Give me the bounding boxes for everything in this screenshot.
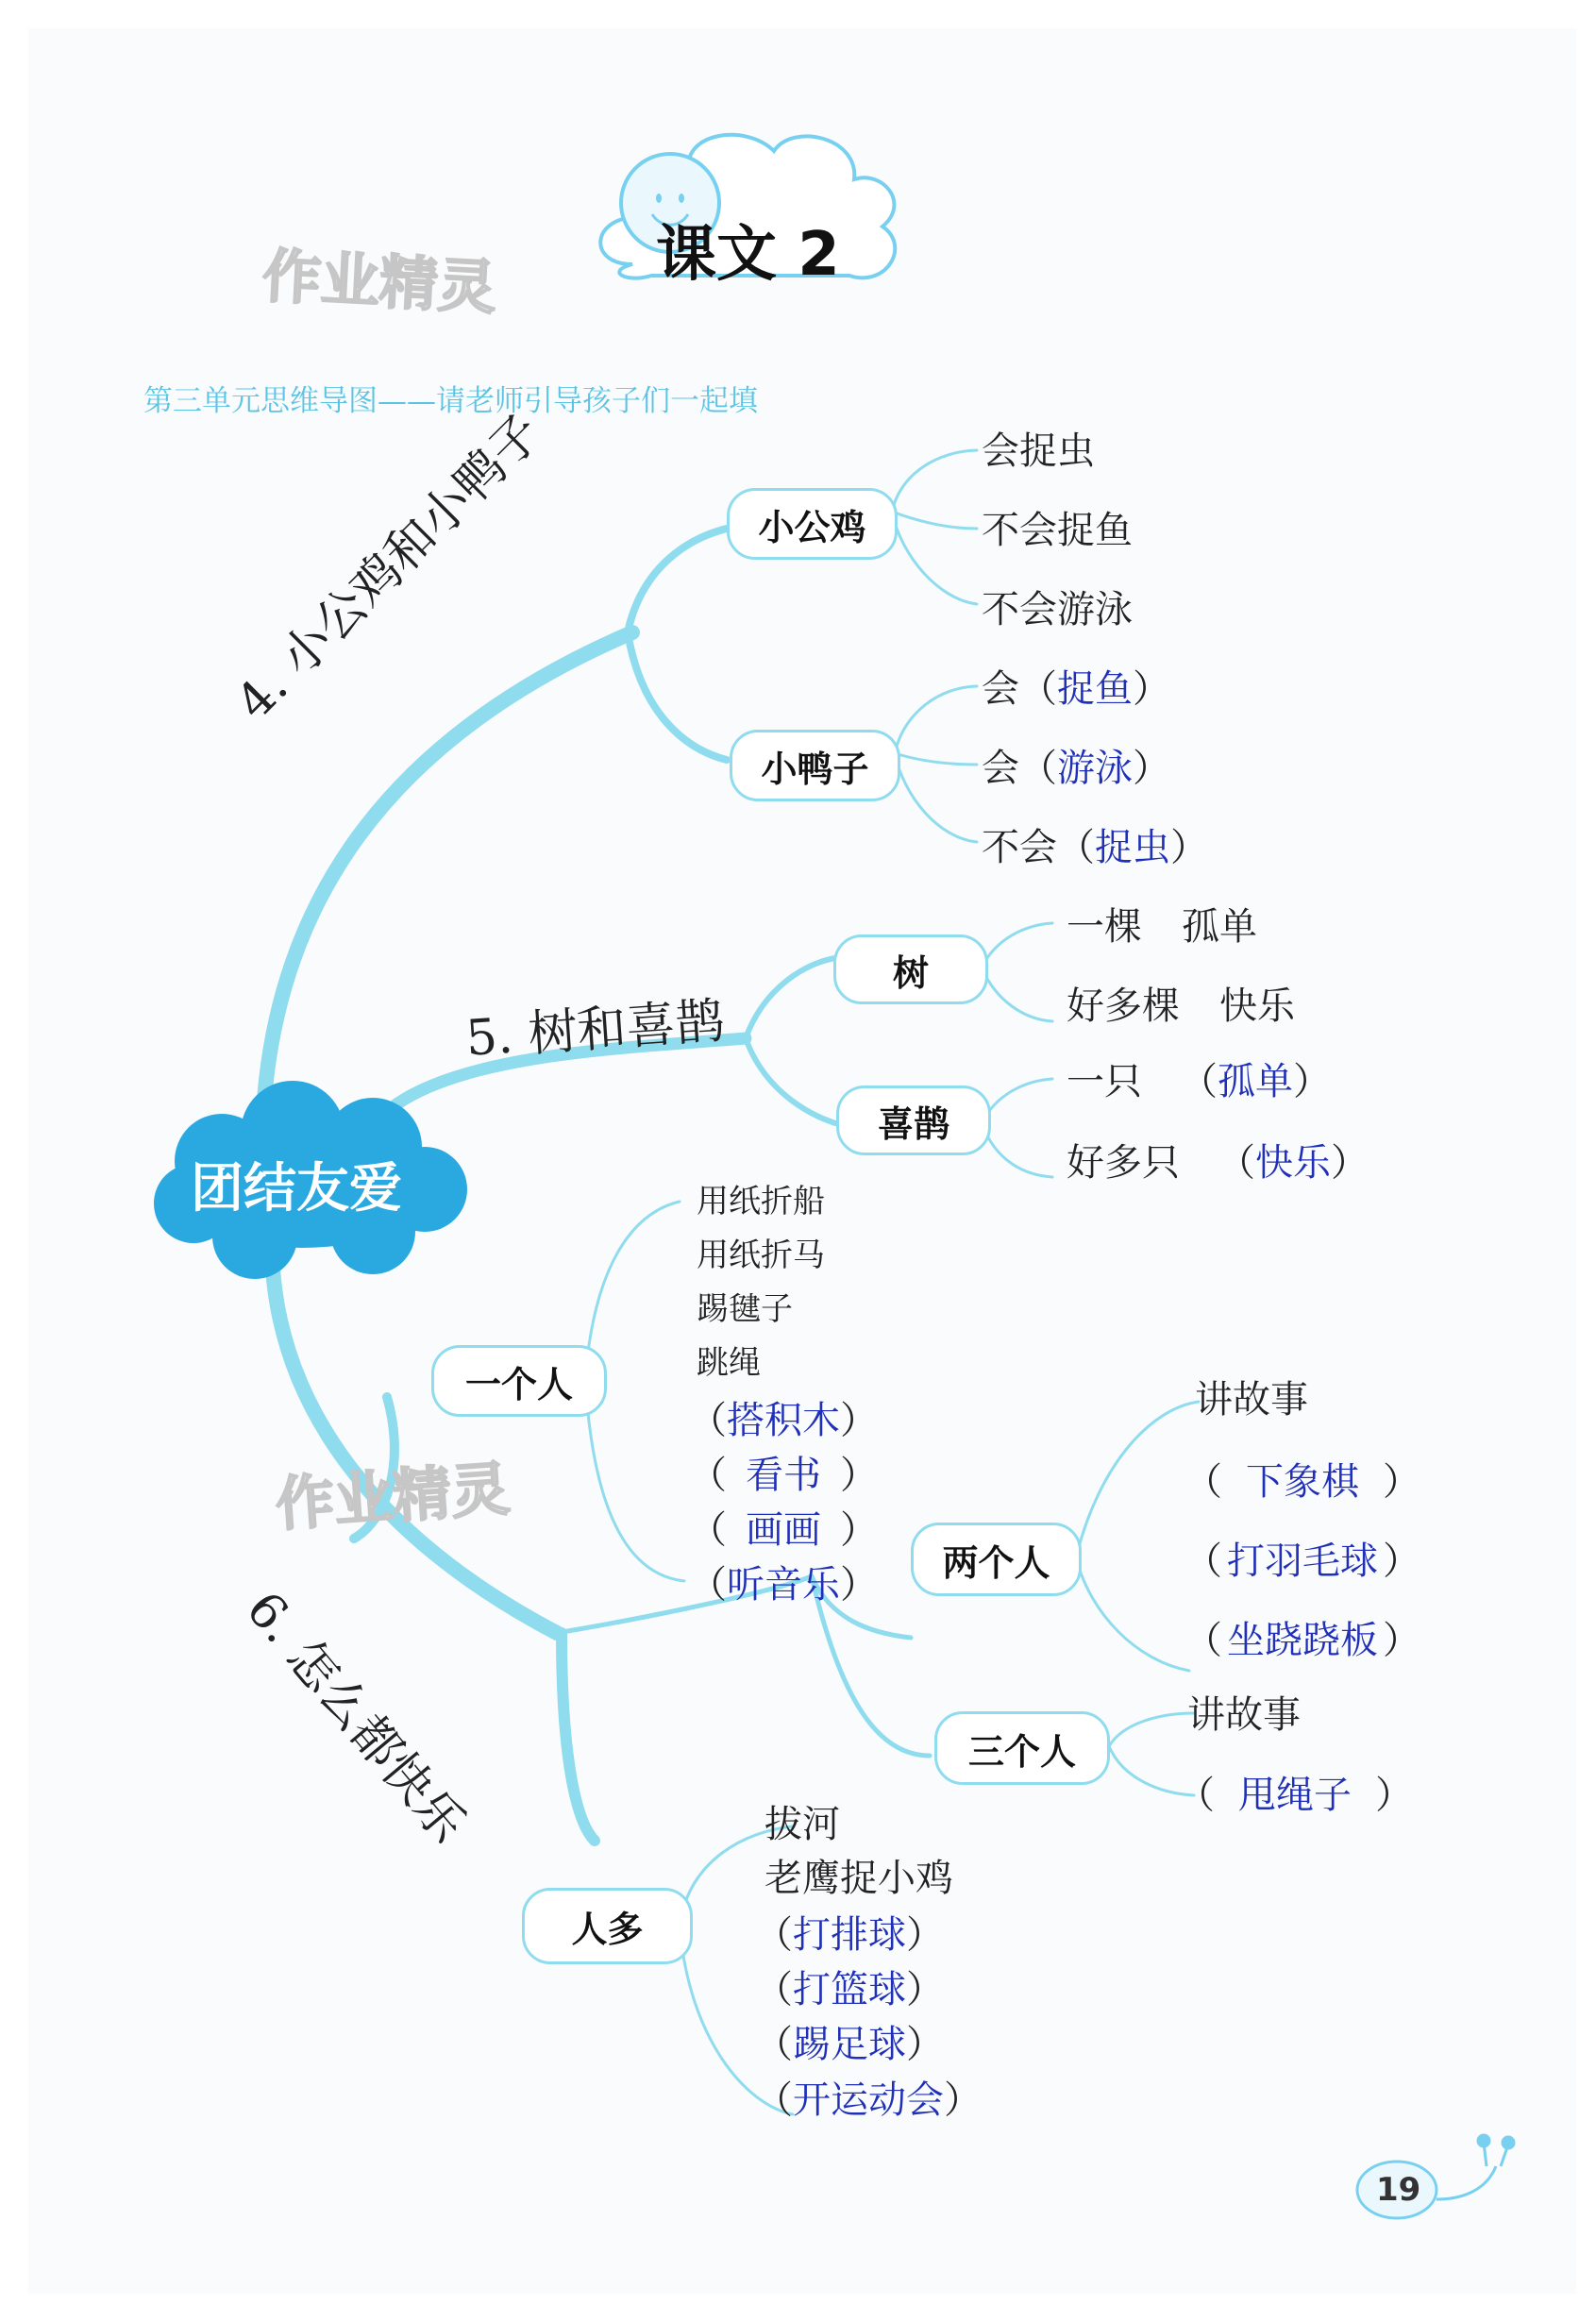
two-people-answer-1: （ 下象棋 ） (1184, 1460, 1420, 1504)
page-number: 19 (1376, 2171, 1421, 2209)
many-people-answer-1: （打排球） (755, 1913, 944, 1957)
one-person-answer-4: （听音乐） (689, 1563, 878, 1607)
center-topic: 团结友爱 (191, 1158, 402, 1220)
node-two-people: 两个人 (911, 1523, 1082, 1596)
magpie-item-2: 好多只 （快乐） (1067, 1141, 1369, 1185)
workbook-page (28, 28, 1576, 2294)
duckling-item-1: 会（捉鱼） (982, 667, 1170, 711)
many-people-answer-2: （打篮球） (755, 1968, 944, 2011)
many-people-item-2: 老鹰捉小鸡 (764, 1857, 953, 1900)
rooster-item-1: 会捉虫 (982, 429, 1095, 473)
duckling-item-3: 不会（捉虫） (982, 826, 1208, 869)
one-person-item-3: 踢毽子 (697, 1290, 793, 1328)
rooster-item-2: 不会捉鱼 (982, 509, 1133, 552)
node-one-person: 一个人 (431, 1345, 607, 1417)
node-three-people: 三个人 (934, 1711, 1110, 1785)
one-person-answer-2: （ 看书 ） (689, 1454, 878, 1497)
many-people-answer-3: （踢足球） (755, 2023, 944, 2066)
node-magpie: 喜鹊 (836, 1085, 991, 1155)
branch-5-label: 5. 树和喜鹊 (463, 992, 727, 1068)
three-people-item: 讲故事 (1187, 1693, 1301, 1737)
tree-item-1: 一棵 孤单 (1067, 905, 1257, 949)
one-person-answer-3: （ 画画 ） (689, 1508, 878, 1552)
branch-4-label: 4. 小公鸡和小鸭子 (226, 404, 553, 732)
subtitle: 第三单元思维导图——请老师引导孩子们一起填 (143, 384, 758, 418)
node-rooster: 小公鸡 (727, 488, 898, 560)
node-many-people: 人多 (522, 1888, 693, 1964)
one-person-item-4: 跳绳 (697, 1344, 761, 1382)
trunk-lower (272, 1246, 557, 1633)
watermark-middle: 作业精灵 (273, 1454, 512, 1540)
watermark-top: 作业精灵 (260, 241, 498, 323)
three-people-answer-1: （ 甩绳子 ） (1177, 1774, 1413, 1817)
one-person-answer-1: （搭积木） (689, 1399, 878, 1442)
two-people-answer-3: （ 坐跷跷板 ） (1184, 1619, 1420, 1662)
many-people-answer-4: （开运动会） (755, 2078, 982, 2122)
many-people-item-1: 拔河 (764, 1803, 840, 1846)
node-tree: 树 (833, 934, 988, 1004)
branch-6-label: 6. 怎么都快乐 (235, 1581, 477, 1854)
page-title: 课文 2 (656, 220, 840, 290)
one-person-item-1: 用纸折船 (697, 1183, 825, 1220)
duckling-item-2: 会（游泳） (982, 747, 1170, 790)
one-person-item-2: 用纸折马 (697, 1237, 825, 1274)
rooster-item-3: 不会游泳 (982, 588, 1133, 631)
two-people-item: 讲故事 (1195, 1378, 1308, 1422)
tree-item-2: 好多棵 快乐 (1067, 984, 1295, 1028)
magpie-item-1: 一只 （孤单） (1067, 1060, 1331, 1103)
two-people-answer-2: （ 打羽毛球 ） (1184, 1540, 1420, 1583)
node-duckling: 小鸭子 (730, 730, 900, 801)
